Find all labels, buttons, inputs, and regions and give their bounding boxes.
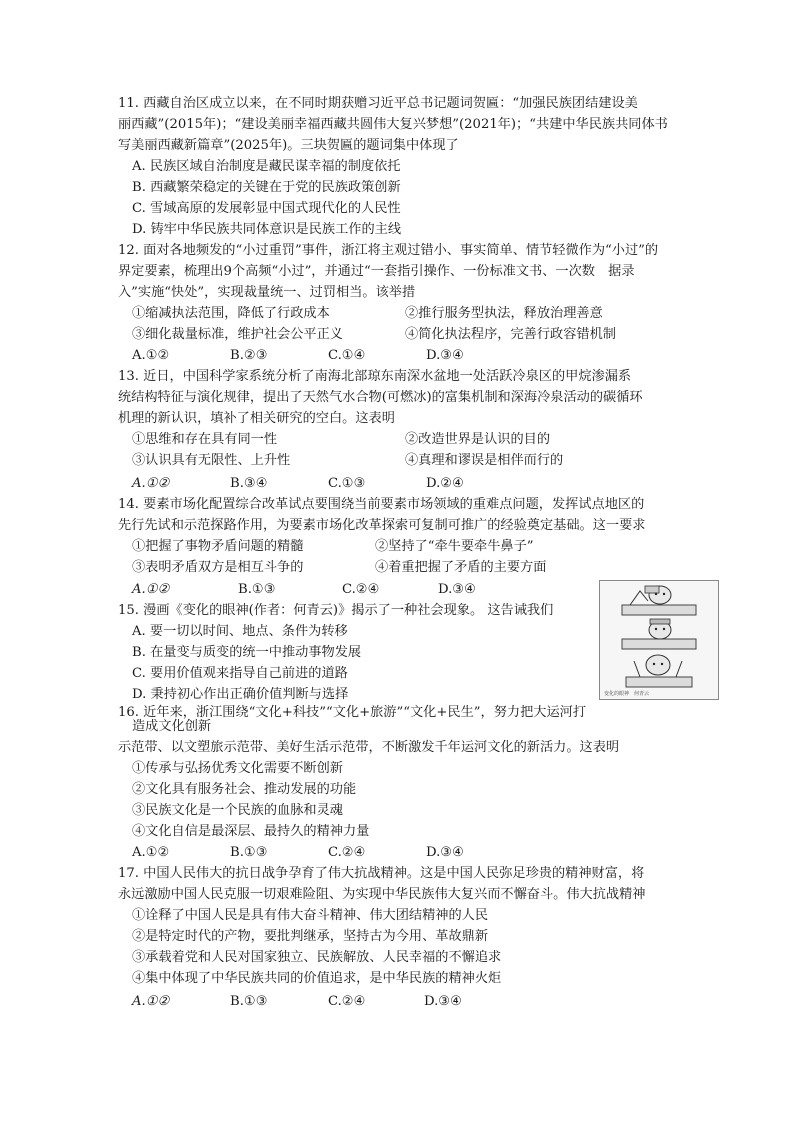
q13-stem-line-1: 13. 近日，中国科学家系统分析了南海北部琼东南深水盆地一处活跃冷泉区的甲烷渗漏系 — [118, 369, 632, 384]
q14-choices — [132, 580, 592, 600]
q15-option-c: C. 要用价值观来指导自己前进的道路 — [132, 666, 348, 681]
q12-choice-c: C.①④ — [328, 348, 366, 363]
q16-choice-c: C.②④ — [328, 845, 366, 860]
q15-option-b: B. 在量变与质变的统一中推动事物发展 — [132, 645, 362, 660]
q17-choice-a: A.①② — [132, 994, 170, 1009]
q12-choice-b: B.②③ — [230, 348, 268, 363]
q16-item-1: ①传承与弘扬优秀文化需要不断创新 — [132, 761, 343, 776]
q15-option-d: D. 秉持初心作出正确价值判断与选择 — [132, 687, 349, 702]
q17-item-4: ④集中体现了中华民族共同的价值追求，是中华民族的精神火炬 — [132, 971, 502, 986]
q16-stem-line-3: 示范带、以文塑旅示范带、美好生活示范带，不断激发千年运河文化的新活力。这表明 — [118, 740, 620, 755]
q13-choices — [132, 474, 612, 494]
cartoon-image — [599, 580, 719, 700]
q12-stem-line-2: 界定要素，梳理出9个高频“小过”，并通过“一套指引操作、一份标准文书、一次数 据录 — [118, 264, 635, 279]
q14-choice-a: A.①② — [132, 582, 170, 597]
q17-item-2: ②是特定时代的产物，要批判继承，坚持古为今用、革故鼎新 — [132, 929, 489, 944]
q12-choice-d: D.③④ — [426, 348, 464, 363]
q16-item-4: ④文化自信是最深层、最持久的精神力量 — [132, 824, 370, 839]
q16-choices — [132, 843, 592, 863]
q11-stem-line-1: 11. 西藏自治区成立以来，在不同时期获赠习近平总书记题词贺匾：“加强民族团结建设美 — [118, 96, 638, 111]
q14-choice-d: D.③④ — [438, 582, 476, 597]
q17-choice-b: B.①③ — [230, 994, 268, 1009]
cartoon-caption: 变化的眼神 何青云 — [604, 691, 650, 697]
q15-stem: 15. 漫画《变化的眼神(作者：何青云)》揭示了一种社会现象。 这告诫我们 — [118, 603, 554, 618]
q14-item-1: ①把握了事物矛盾问题的精髓 — [132, 539, 304, 554]
q16-choice-d: D.③④ — [426, 845, 464, 860]
q12-item-2: ②推行服务型执法，释放治理善意 — [405, 306, 603, 321]
q14-item-3: ③表明矛盾双方是相互斗争的 — [132, 560, 304, 575]
q13-item-1: ①思维和存在具有同一性 — [132, 432, 278, 447]
q17-item-3: ③承载着党和人民对国家独立、民族解放、人民幸福的不懈追求 — [132, 950, 502, 965]
cartoon-drawing — [600, 581, 718, 699]
q12-stem-line-3: 入”实施“快处”，实现裁量统一、过罚相当。该举措 — [118, 285, 416, 300]
q17-choice-c: C.②④ — [328, 994, 366, 1009]
q17-stem-line-2: 永远激励中国人民克服一切艰难险阻、为实现中华民族伟大复兴而不懈奋斗。伟大抗战精神 — [118, 887, 646, 902]
q17-choices — [132, 992, 592, 1012]
q17-item-1: ①诠释了中国人民是具有伟大奋斗精神、伟大团结精神的人民 — [132, 908, 489, 923]
q14-stem-line-2: 先行先试和示范探路作用，为要素市场化改革探索可复制可推广的经验奠定基础。这一要求 — [118, 518, 646, 533]
q17-stem-line-1: 17. 中国人民伟大的抗日战争孕育了伟大抗战精神。这是中国人民弥足珍贵的精神财富，将 — [118, 866, 645, 881]
q13-choice-d: D.②④ — [426, 476, 464, 491]
q16-item-3: ③民族文化是一个民族的血脉和灵魂 — [132, 803, 343, 818]
q13-item-3: ③认识具有无限性、上升性 — [132, 453, 291, 468]
q11-option-d: D. 铸牢中华民族共同体意识是民族工作的主线 — [132, 222, 402, 237]
q16-stem-line-1: 16. 近年来，浙江围绕“文化+科技”“文化+旅游”“文化+民生”，努力把大运河打 — [118, 705, 587, 720]
q11-option-c: C. 雪域高原的发展彰显中国式现代化的人民性 — [132, 201, 401, 216]
q12-choice-a: A.①② — [132, 348, 170, 363]
q14-item-4: ④着重把握了矛盾的主要方面 — [375, 560, 547, 575]
q15-option-a: A. 要一切以时间、地点、条件为转移 — [132, 624, 348, 639]
q12-item-3: ③细化裁量标准，维护社会公平正义 — [132, 327, 343, 342]
q14-stem-line-1: 14. 要素市场化配置综合改革试点要围绕当前要素市场领域的重难点问题，发挥试点地区的 — [118, 497, 645, 512]
q13-choice-b: B.③④ — [230, 476, 268, 491]
q11-option-a: A. 民族区域自治制度是藏民谋幸福的制度依托 — [132, 159, 401, 174]
q16-choice-b: B.①③ — [230, 845, 268, 860]
q12-item-4: ④简化执法程序，完善行政容错机制 — [405, 327, 616, 342]
q16-choice-a: A.①② — [132, 845, 170, 860]
q16-stem-line-2: 造成文化创新 — [132, 719, 212, 734]
q11-stem-line-3: 写美丽西藏新篇章”(2025年)。三块贺匾的题词集中体现了 — [118, 138, 459, 153]
q12-choices — [132, 346, 612, 366]
q14-choice-b: B.①③ — [238, 582, 276, 597]
q14-choice-c: C.②④ — [342, 582, 380, 597]
q13-item-4: ④真理和谬误是相伴而行的 — [405, 453, 564, 468]
q13-stem-line-2: 统结构特征与演化规律，提出了天然气水合物(可燃冰)的富集机制和深海冷泉活动的碳循环 — [118, 390, 643, 405]
q13-choice-c: C.①③ — [328, 476, 366, 491]
q13-choice-a: A.①② — [132, 476, 170, 491]
q14-item-2: ②坚持了“牵牛要牵牛鼻子” — [375, 539, 534, 554]
q12-stem-line-1: 12. 面对各地频发的“小过重罚”事件，浙江将主观过错小、事实简单、情节轻微作为“小过”的 — [118, 243, 659, 258]
q11-option-b: B. 西藏繁荣稳定的关键在于党的民族政策创新 — [132, 180, 401, 195]
q13-stem-line-3: 机理的新认识，填补了相关研究的空白。这表明 — [118, 411, 395, 426]
q11-stem-line-2: 丽西藏”(2015年)；“建设美丽幸福西藏共圆伟大复兴梦想”(2021年)；“共建中华民族共同体书 — [118, 117, 668, 132]
q17-choice-d: D.③④ — [424, 994, 462, 1009]
q12-item-1: ①缩减执法范围，降低了行政成本 — [132, 306, 330, 321]
q16-item-2: ②文化具有服务社会、推动发展的功能 — [132, 782, 357, 797]
q13-item-2: ②改造世界是认识的目的 — [405, 432, 551, 447]
